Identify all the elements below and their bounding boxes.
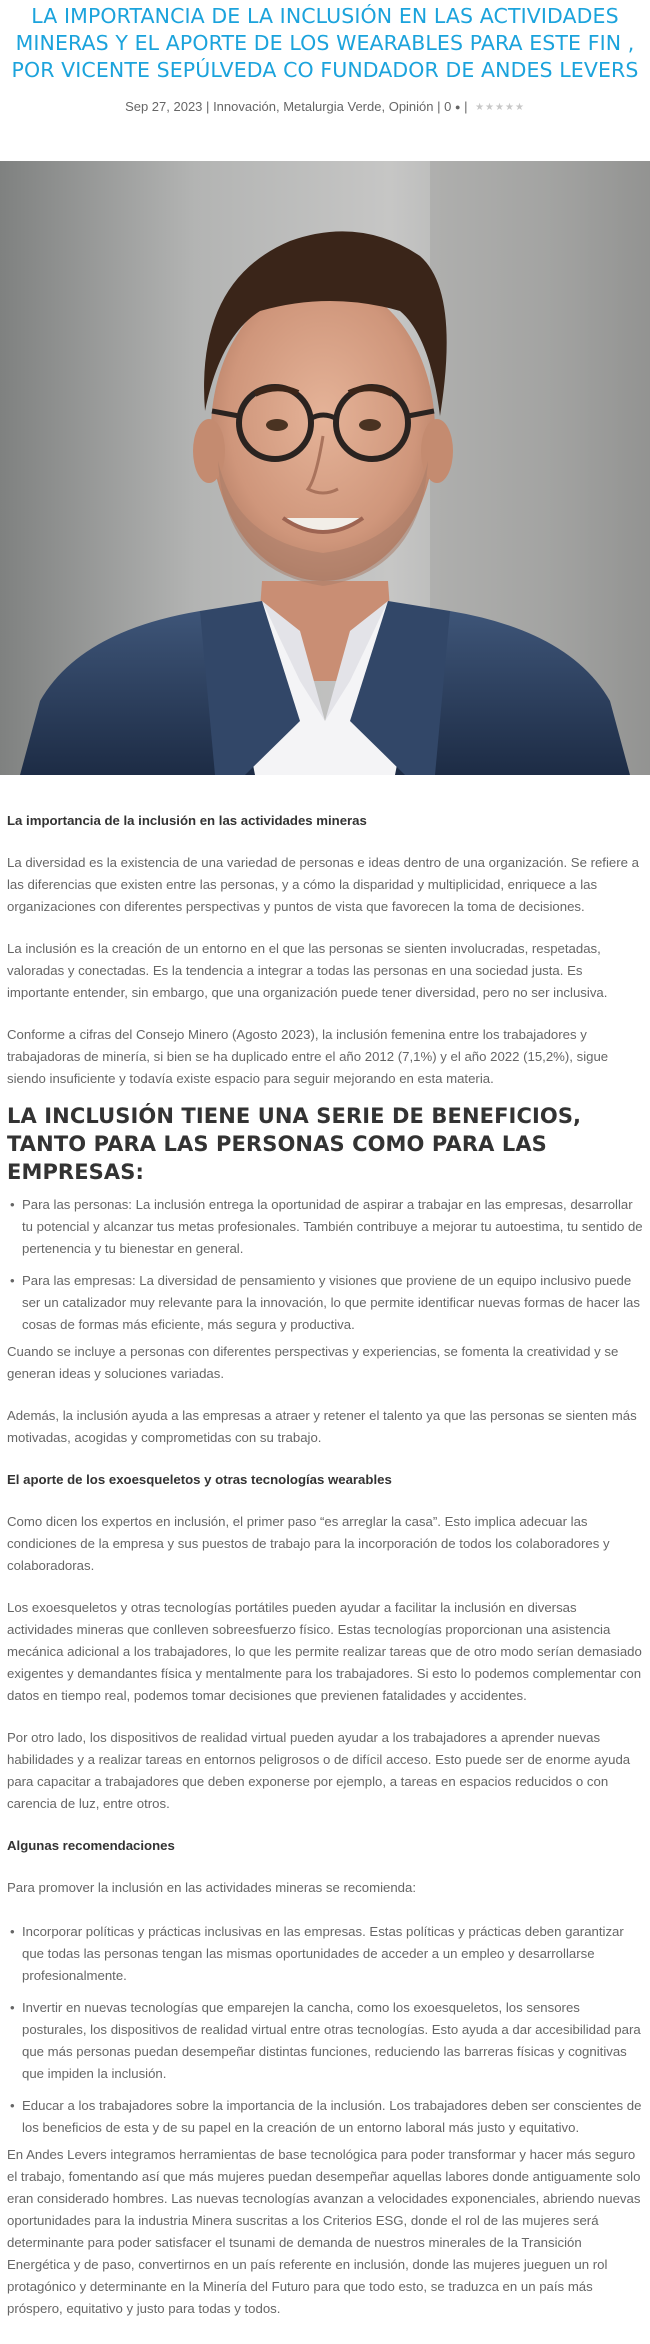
post-meta: Sep 27, 2023 | Innovación, Metalurgia Verde, Opinión | 0 ● | ★★★★★ <box>8 98 642 117</box>
article-header <box>0 0 650 117</box>
paragraph: Los exoesqueletos y otras tecnologías portátiles pueden ayudar a facilitar la inclusión en diversas actividades mineras que conlleven sobreesfuerzo físico. Estas tecnologías proporcionan una asistencia mecánica adicional a los trabajadores, lo que les permite realizar tareas que de otro modo serían demasiado exigentes y demandantes física y mentalmente para los trabajadores. Si esto lo podemos complementar con datos en tiempo real, podemos tomar decisiones que previenen fatalidades y accidentes. <box>7 1600 642 1703</box>
list-item: • Invertir en nuevas tecnologías que emparejen la cancha, como los exoesqueletos, los sensores posturales, los dispositivos de realidad virtual entre otras tecnologías. Esto ayuda a dar accesibilidad para que más personas puedan desempeñar distintas funciones, reduciendo las barreras físicas y cognitivas que impiden la inclusión. <box>7 1997 643 2085</box>
section-heading-inclusion: La importancia de la inclusión en las actividades mineras <box>7 813 367 828</box>
recommendations-list <box>7 1921 643 2139</box>
paragraph: Como dicen los expertos en inclusión, el primer paso “es arreglar la casa”. Esto implica adecuar las condiciones de la empresa y sus puestos de trabajo para la incorporación de todos los colaboradores y colaboradoras. <box>7 1514 610 1573</box>
category-link-innovacion[interactable]: Innovación <box>213 99 276 114</box>
meta-separator: | <box>206 99 210 114</box>
list-item: • Para las empresas: La diversidad de pensamiento y visiones que proviene de un equipo inclusivo puede ser un catalizador muy relevante para la innovación, lo que permite identificar nuevas formas de hacer las cosas de formas más eficiente, más segura y productiva. <box>7 1270 643 1336</box>
paragraph: La diversidad es la existencia de una variedad de personas e ideas dentro de una organización. Se refiere a las diferencias que existen entre las personas, y a cómo la disparidad y multiplicidad, enriquece a las organizaciones con diferentes perspectivas y puntos de vista que favorecen la toma de decisiones. <box>7 855 639 914</box>
paragraph: La inclusión es la creación de un entorno en el que las personas se sienten involucradas, respetadas, valoradas y conectadas. Es la tendencia a integrar a todas las personas en una sociedad justa. Es importante entender, sin embargo, que una organización puede tener diversidad, pero no ser inclusiva. <box>7 941 608 1000</box>
paragraph: Conforme a cifras del Consejo Minero (Agosto 2023), la inclusión femenina entre los trabajadores y trabajadoras de minería, si bien se ha duplicado entre el año 2012 (7,1%) y el año 2022 (15,2%), sigue siendo insuficiente y todavía existe espacio para seguir mejorando en esta materia. <box>7 1027 609 1086</box>
rating-stars-icon[interactable]: ★★★★★ <box>475 102 525 113</box>
paragraph: Para promover la inclusión en las actividades mineras se recomienda: <box>7 1880 417 1895</box>
comments-link[interactable] <box>444 99 460 114</box>
category-link-metalurgia-verde[interactable]: Metalurgia Verde <box>283 99 382 114</box>
comments-count: 0 <box>444 99 452 114</box>
paragraph-closing: En Andes Levers integramos herramientas de base tecnológica para poder transformar y hacer más seguro el trabajo, fomentando así que más mujeres puedan desempeñar aquellas labores donde antiguamente solo eran considerado hombres. Las nuevas tecnologías avanzan a velocidades exponenciales, abriendo nuevas oportunidades para la industria Minera suscritas a los Criterios ESG, donde el rol de las mujeres será determinante para poder satisfacer el tsunami de demanda de nuestros minerales de la Transición Energética y de paso, convertirnos en un país referente en inclusión, donde las mujeres jueguen un rol protagónico y determinante en la Minería del Futuro para que todo esto, se traduzca en un país más próspero, equitativo y justo para todas y todos. <box>7 2147 641 2316</box>
meta-separator: | <box>437 99 441 114</box>
meta-separator: | <box>464 99 468 114</box>
featured-portrait-photo <box>0 161 650 775</box>
paragraph: Además, la inclusión ayuda a las empresas a atraer y retener el talento ya que las personas se sienten más motivadas, acogidas y comprometidas con su trabajo. <box>7 1408 637 1445</box>
paragraph: Cuando se incluye a personas con diferentes perspectivas y experiencias, se fomenta la creatividad y se generan ideas y soluciones variadas. <box>7 1344 619 1381</box>
list-item: • Educar a los trabajadores sobre la importancia de la inclusión. Los trabajadores deben ser conscientes de los beneficios de esta y de su papel en la creación de un entorno laboral más justo y equitativo. <box>7 2095 643 2139</box>
section-heading-recomendaciones: Algunas recomendaciones <box>7 1838 175 1853</box>
post-date: Sep 27, 2023 <box>125 99 203 114</box>
benefits-list <box>7 1194 643 1336</box>
article-body <box>7 775 643 2320</box>
paragraph: Por otro lado, los dispositivos de realidad virtual pueden ayudar a los trabajadores a aprender nuevas habilidades y a realizar tareas en entornos peligrosos o de difícil acceso. Esto puede ser de enorme ayuda para capacitar a trabajadores que deben exponerse por ejemplo, a tareas en espacios reducidos o con carencia de luz, entre otros. <box>7 1730 631 1811</box>
section-heading-exoesqueletos: El aporte de los exoesqueletos y otras tecnologías wearables <box>7 1472 392 1487</box>
list-item: • Para las personas: La inclusión entrega la oportunidad de aspirar a trabajar en las empresas, desarrollar tu potencial y alcanzar tus metas profesionales. También contribuye a mejorar tu autoestima, tu sentido de pertenencia y tu bienestar en general. <box>7 1194 643 1260</box>
article-title: LA IMPORTANCIA DE LA INCLUSIÓN EN LAS ACTIVIDADES MINERAS Y EL APORTE DE LOS WEARABLES PARA ESTE FIN , POR VICENTE SEPÚLVEDA CO FUNDADOR DE ANDES LEVERS <box>11 4 639 82</box>
category-link-opinion[interactable]: Opinión <box>388 99 434 114</box>
portrait-photo-icon <box>0 161 650 775</box>
comment-icon: ● <box>455 102 461 112</box>
list-item: • Incorporar políticas y prácticas inclusivas en las empresas. Estas políticas y prácticas deben garantizar que todas las personas tengan las mismas oportunidades de acceder a un empleo y desarrollarse profesionalmente. <box>7 1921 643 1987</box>
section-heading-beneficios: LA INCLUSIÓN TIENE UNA SERIE DE BENEFICIOS, TANTO PARA LAS PERSONAS COMO PARA LAS EMPRESAS: <box>7 1104 582 1184</box>
